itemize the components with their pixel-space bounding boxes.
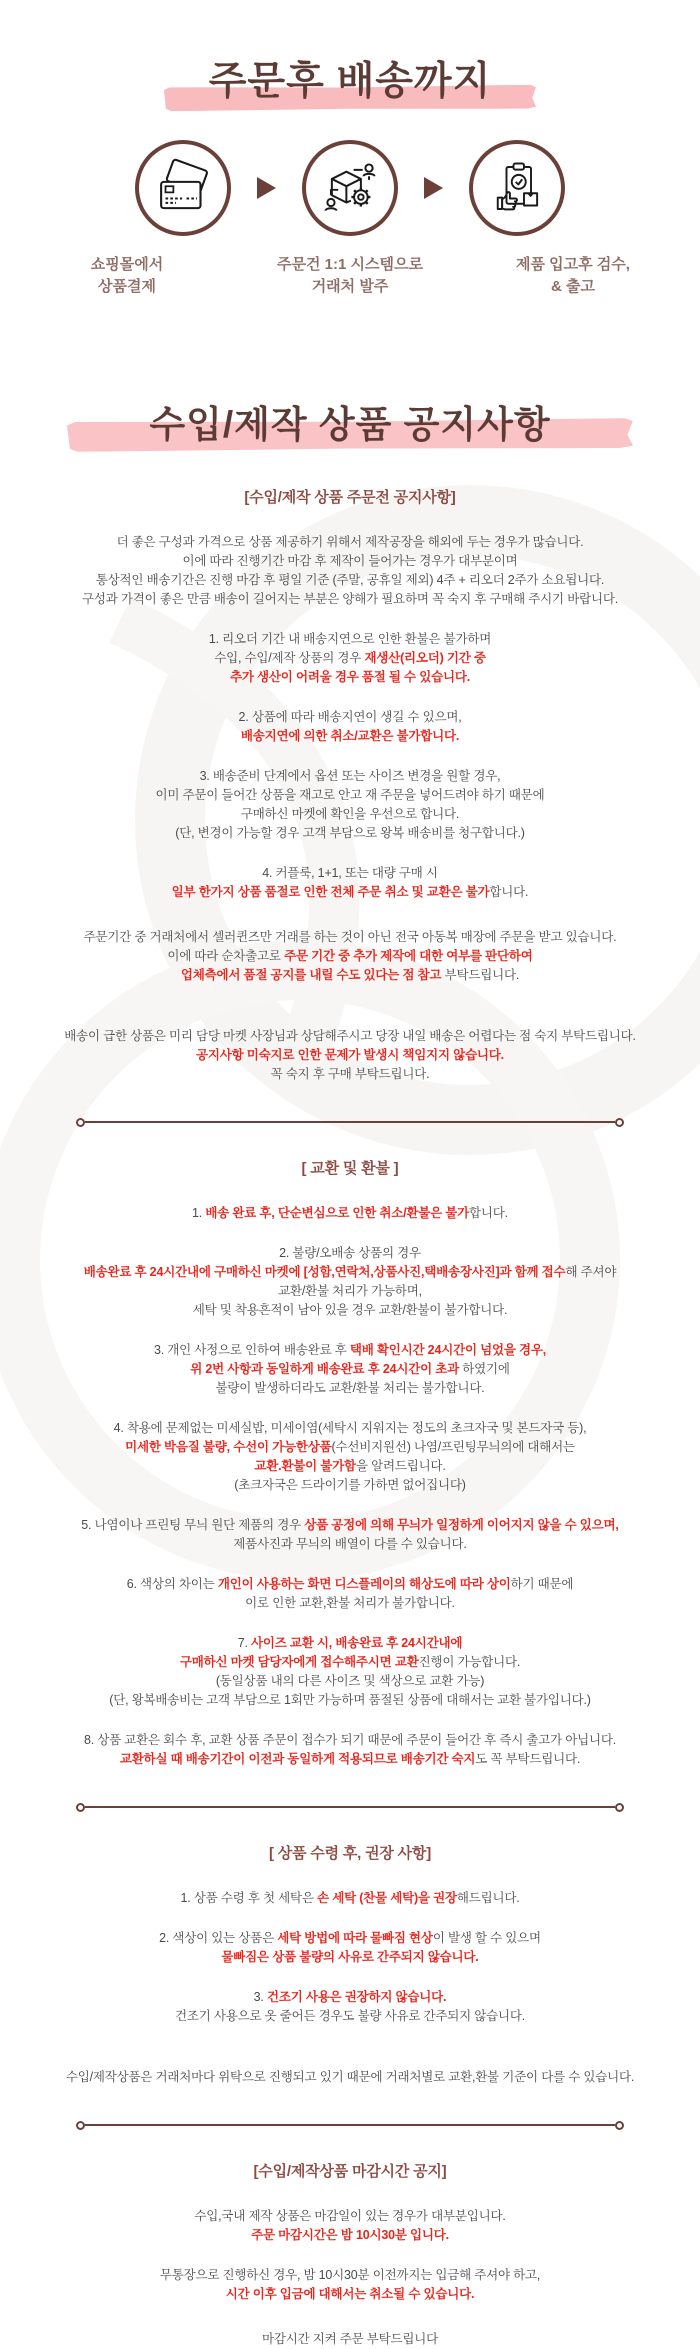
step-caption-inspection — [485, 254, 661, 298]
after-item-3: 3. 건조기 사용은 권장하지 않습니다. 건조기 사용으로 옷 줄어든 경우도 불량 사유로 간주되지 않습니다. — [174, 1989, 526, 2023]
notice-title: 수입/제작 상품 공지사항 — [149, 403, 551, 445]
exchange-item-2: 2. 불량/오배송 상품의 경우 배송완료 후 24시간내에 구매하신 마켓에 [성함,연락처,상품사진,택배송장사진]과 함께 접수해 주셔야 교환/환불 처리가 가능하며, 세탁 및 착용흔적이 남아 있을 경우 교환/환불이 불가합니다. — [83, 1245, 617, 1317]
section-divider — [76, 1803, 624, 1812]
exchange-item-4: 4. 착용에 문제없는 미세실밥, 미세이염(세탁시 지워지는 정도의 초크자국 및 본드자국 등), 미세한 박음질 불량, 수선이 가능한상품(수선비지원선) 나염/프린팅무늬의에 대해서는 교환.환불이 불가함을 알려드립니다. (초크자국은 드라이기를 가하면 없어집니다) — [113, 1420, 587, 1492]
after-item-2: 2. 색상이 있는 상품은 세탁 방법에 따라 물빠짐 현상이 발생 할 수 있으며 물빠짐은 상품 불량의 사유로 간주되지 않습니다. — [159, 1930, 541, 1964]
deadline-paragraph-2: 무통장으로 진행하신 경우, 밤 10시30분 이전까지는 입금해 주셔야 하고, 시간 이후 입금에 대해서는 취소될 수 있습니다. — [159, 2267, 541, 2301]
order-process-steps — [0, 140, 700, 236]
caption-line: 제품 입고후 검수, — [516, 256, 630, 273]
order-system-icon — [321, 159, 379, 217]
preorder-item-2: 2. 상품에 따라 배송지연이 생길 수 있으며, 배송지연에 의한 취소/교환은 불가합니다. — [238, 709, 462, 743]
exchange-item-3: 3. 개인 사정으로 인하여 배송완료 후 택배 확인시간 24시간이 넘었을 경우, 위 2번 사항과 동일하게 배송완료 후 24시간이 초과 하였기에 불량이 발생하더라도 교환/환불 처리는 불가합니다. — [153, 1342, 547, 1395]
step-caption-payment — [39, 254, 215, 298]
after-section-header: [ 상품 수령 후, 권장 사항] — [268, 1844, 431, 1862]
divider-line — [85, 1806, 615, 1809]
hero-title-row — [209, 50, 492, 106]
preorder-notice-section — [0, 486, 700, 1084]
caption-line: 거래처 발주 — [311, 277, 389, 295]
caption-line: 상품결제 — [98, 277, 156, 295]
consignment-note: 수입/제작상품은 거래처마다 위탁으로 진행되고 있기 때문에 거래처별로 교환,환불 기준이 다를 수 있습니다. — [65, 2069, 635, 2084]
deadline-notice-section — [0, 2160, 700, 2349]
divider-line — [85, 1121, 615, 1124]
deadline-paragraph-1: 수입,국내 제작 상품은 마감일이 있는 경우가 대부분입니다. 주문 마감시간은 밤 10시30분 입니다. — [194, 2208, 506, 2242]
preorder-item-3: 3. 배송준비 단계에서 옵션 또는 사이즈 변경을 원할 경우, 이미 주문이 들어간 상품을 재고로 안고 재 주문을 넣어드려야 하기 때문에 구매하신 마켓에 확인을 우선으로 합니다. (단, 변경이 가능할 경우 고객 부담으로 왕복 배송비를 청구합니다.) — [155, 768, 545, 840]
exchange-item-1: 1. 배송 완료 후, 단순변심으로 인한 취소/환불은 불가합니다. — [192, 1205, 508, 1220]
caption-line: 주문건 1:1 시스템으로 — [277, 256, 423, 273]
preorder-item-4: 4. 커플룩, 1+1, 또는 대량 구매 시 일부 한가지 상품 품절로 인한 전체 주문 취소 및 교환은 불가합니다. — [171, 865, 529, 899]
divider-dot — [615, 1803, 624, 1812]
preorder-section-header: [수입/제작 상품 주문전 공지사항] — [244, 488, 456, 506]
divider-dot — [615, 1118, 624, 1127]
exchange-item-5: 5. 나염이나 프린팅 무늬 원단 제품의 경우 상품 공정에 의해 무늬가 일정하게 이어지지 않을 수 있으며, 제품사진과 무늬의 배열이 다를 수 있습니다. — [81, 1517, 619, 1551]
preorder-item-1: 1. 리오더 기간 내 배송지연으로 인한 환불은 불가하며 수입, 수입/제작 상품의 경우 재생산(리오더) 기간 중 추가 생산이 어려울 경우 품절 될 수 있습니다. — [208, 631, 492, 684]
step-payment — [135, 140, 231, 236]
after-receipt-section — [0, 1842, 700, 2087]
after-item-1: 1. 상품 수령 후 첫 세탁은 손 세탁 (찬물 세탁)을 권장해드립니다. — [180, 1890, 520, 1905]
deadline-section-header: [수입/제작상품 마감시간 공지] — [253, 2162, 447, 2180]
divider-dot — [615, 2121, 624, 2130]
divider-dot — [76, 2121, 85, 2130]
exchange-item-6: 6. 색상의 차이는 개인이 사용하는 화면 디스플레이의 해상도에 따라 상이하기 때문에 이로 인한 교환,환불 처리가 불가합니다. — [126, 1576, 574, 1610]
page-title: 주문후 배송까지 — [208, 60, 492, 103]
divider-dot — [76, 1803, 85, 1812]
arrow-right-icon — [424, 177, 443, 199]
section-divider — [76, 2121, 624, 2130]
exchange-refund-section — [0, 1157, 700, 1769]
deadline-closing-line: 마감시간 지켜 주문 부탁드립니다 — [261, 2331, 439, 2346]
preorder-intro: 더 좋은 구성과 가격으로 상품 제공하기 위해서 제작공장을 해외에 두는 경우가 많습니다. 이에 따라 진행기간 마감 후 제작이 들어가는 경우가 대부분이며 통상적인 배송기간은 진행 마감 후 평일 기준 (주말, 공휴일 제외) 4주 + 리오더 2주가 소요됩니다. 구성과 가격이 좋은 만큼 배송이 길어지는 부분은 양해가 필요하며 꼭 숙지 후 구매해 주시기 바랍니다. — [82, 534, 618, 606]
divider-line — [85, 2124, 615, 2127]
caption-line: & 출고 — [551, 277, 595, 295]
step-inspection-shipping — [469, 140, 565, 236]
preorder-order-period-note: 주문기간 중 거래처에서 셀러퀸즈만 거래를 하는 것이 아닌 전국 아동복 매장에 주문을 받고 있습니다. 이에 따라 순차출고로 주문 기간 중 추가 제작에 대한 여부를 판단하여 업체측에서 품절 공지를 내릴 수도 있다는 점 참고 부탁드립니다. — [83, 929, 617, 982]
notice-title-section — [0, 394, 700, 448]
exchange-section-header: [ 교환 및 환불 ] — [301, 1159, 399, 1177]
inspect-ship-icon — [489, 160, 545, 216]
exchange-item-7: 7. 사이즈 교환 시, 배송완료 후 24시간내에 구매하신 마켓 담당자에게 접수해주시면 교환진행이 가능합니다. (동일상품 내의 다른 사이즈 및 색상으로 교환 가능) (단, 왕복배송비는 고객 부담으로 1회만 가능하며 품절된 상품에 대해서는 교환 불가입니다.) — [109, 1635, 591, 1707]
divider-dot — [76, 1118, 85, 1127]
step-captions — [0, 254, 700, 298]
credit-card-icon — [155, 160, 211, 216]
arrow-right-icon — [257, 177, 276, 199]
exchange-item-8: 8. 상품 교환은 회수 후, 교환 상품 주문이 접수가 되기 때문에 주문이 들어간 후 즉시 출고가 아닙니다. 교환하실 때 배송기간이 이전과 동일하게 적용되므로 배송기간 숙지도 꼭 부탁드립니다. — [83, 1732, 617, 1766]
order-to-delivery-hero — [0, 0, 700, 298]
step-caption-order-system — [262, 254, 438, 298]
preorder-urgent-note: 배송이 급한 상품은 미리 담당 마켓 사장님과 상담해주시고 당장 내일 배송은 어렵다는 점 숙지 부탁드립니다. 공지사항 미숙지로 인한 문제가 발생시 책임지지 않습니다. 꼭 숙지 후 구매 부탁드립니다. — [64, 1028, 636, 1081]
caption-line: 쇼핑몰에서 — [90, 256, 164, 273]
step-order-system — [302, 140, 398, 236]
section-divider — [76, 1118, 624, 1127]
